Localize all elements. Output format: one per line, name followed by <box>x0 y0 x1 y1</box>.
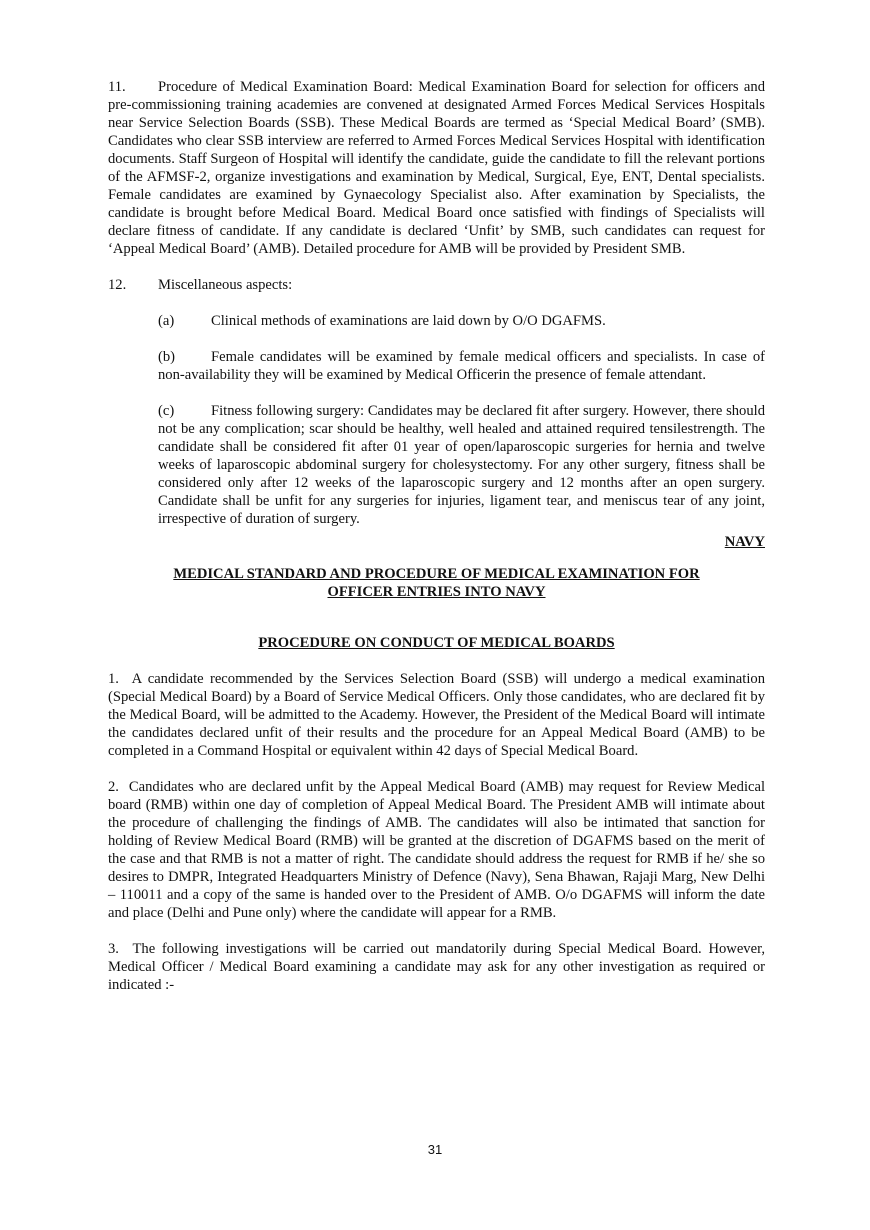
paragraph-text: The following investigations will be carried out mandatorily during Special Medical Board. However, Medical Officer / Medical Board examining a candidate may ask for any other investigation as required or indicated :- <box>108 941 765 993</box>
sub-item-label: (c) <box>158 403 175 419</box>
paragraph-text: A candidate recommended by the Services Selection Board (SSB) will undergo a medical examination (Special Medical Board) by a Board of Service Medical Officers. Only those candidates, who are declared fit by the Medical Board, will be admitted to the Academy. However, the President of the Medical Board will intimate the candidates declared unfit of their results and the procedure for an Appeal Medical Board (AMB) to be completed in a Command Hospital or equivalent within 42 days of Special Medical Board. <box>108 671 765 759</box>
paragraph-text: Candidates who are declared unfit by the Appeal Medical Board (AMB) may request for Review Medical board (RMB) within one day of completion of Appeal Medical Board. The President AMB will intimate about the procedure of challenging the findings of AMB. The candidates will also be intimated that sanction for holding of Review Medical Board (RMB) will be granted at the discretion of DGAFMS based on the merit of the case and that RMB is not a matter of right. The candidate should address the request for RMB if he/ she so desires to DMPR, Integrated Headquarters Ministry of Defence (Navy), Sena Bhawan, Rajaji Marg, New Delhi – 110011 and a copy of the same is handed over to the President of AMB. O/o DGAFMS will inform the date and place (Delhi and Pune only) where the candidate will appear for a RMB. <box>108 779 766 921</box>
paragraph-11 <box>108 78 765 258</box>
page-number: 31 <box>427 1142 443 1157</box>
paragraph-number: 12. <box>108 277 127 293</box>
sub-item-text: Fitness following surgery: Candidates may be declared fit after surgery. However, there should not be any complication; scar should be healthy, well healed and attained required tensilestrength. The candidate shall be considered fit after 01 year of open/laparoscopic surgeries for hernia and twelve weeks of laparoscopic abdominal surgery for cholesystectomy. For any other surgery, fitness shall be considered only after 12 weeks of the laparoscopic surgery and 12 months after an open surgery. Candidate shall be unfit for any surgeries for injuries, ligament tear, and meniscus tear of any joint, irrespective of duration of surgery. <box>158 403 765 527</box>
sub-item-b <box>158 348 765 384</box>
main-heading-line-1: MEDICAL STANDARD AND PROCEDURE OF MEDICAL EXAMINATION FOR <box>173 566 700 582</box>
navy-heading: NAVY <box>724 534 765 550</box>
navy-paragraph-3 <box>108 940 765 994</box>
paragraph-title: Miscellaneous aspects: <box>158 277 293 293</box>
document-page <box>108 78 765 994</box>
paragraph-number: 11. <box>108 79 126 95</box>
sub-item-text: Female candidates will be examined by female medical officers and specialists. In case of non-availability they will be examined by Medical Officerin the presence of female attendant. <box>158 349 765 383</box>
sub-heading: PROCEDURE ON CONDUCT OF MEDICAL BOARDS <box>258 635 615 651</box>
sub-item-label: (a) <box>158 313 175 329</box>
paragraph-number: 2. <box>108 779 119 795</box>
sub-item-text: Clinical methods of examinations are laid down by O/O DGAFMS. <box>211 313 606 329</box>
sub-item-label: (b) <box>158 349 176 365</box>
navy-paragraph-2 <box>108 778 765 922</box>
paragraph-number: 1. <box>108 671 119 687</box>
paragraph-text: Procedure of Medical Examination Board: Medical Examination Board for selection for officers and pre-commissioning training academies are convened at designated Armed Forces Medical Services Hospitals near Service Selection Boards (SSB). These Medical Boards are termed as ‘Special Medical Board’ (SMB). Candidates who clear SSB interview are referred to Armed Forces Medical Services Hospital with identification documents. Staff Surgeon of Hospital will identify the candidate, guide the candidate to fill the relevant portions of the AFMSF-2, organize investigations and examination by Medical, Surgical, Eye, ENT, Dental specialists. Female candidates are examined by Gynaecology Specialist also. After examination by Specialists, the candidate is brought before Medical Board. Medical Board once satisfied with findings of Specialists will declare fitness of candidate. If any candidate is declared ‘Unfit’ by SMB, such candidates can request for ‘Appeal Medical Board’ (AMB). Detailed procedure for AMB will be provided by President SMB. <box>108 79 765 257</box>
paragraph-number: 3. <box>108 941 119 957</box>
paragraph-12-heading <box>108 276 765 294</box>
navy-paragraph-1 <box>108 670 765 760</box>
sub-item-a <box>158 312 765 330</box>
sub-item-c <box>158 402 765 528</box>
main-heading-line-2: OFFICER ENTRIES INTO NAVY <box>327 584 546 600</box>
